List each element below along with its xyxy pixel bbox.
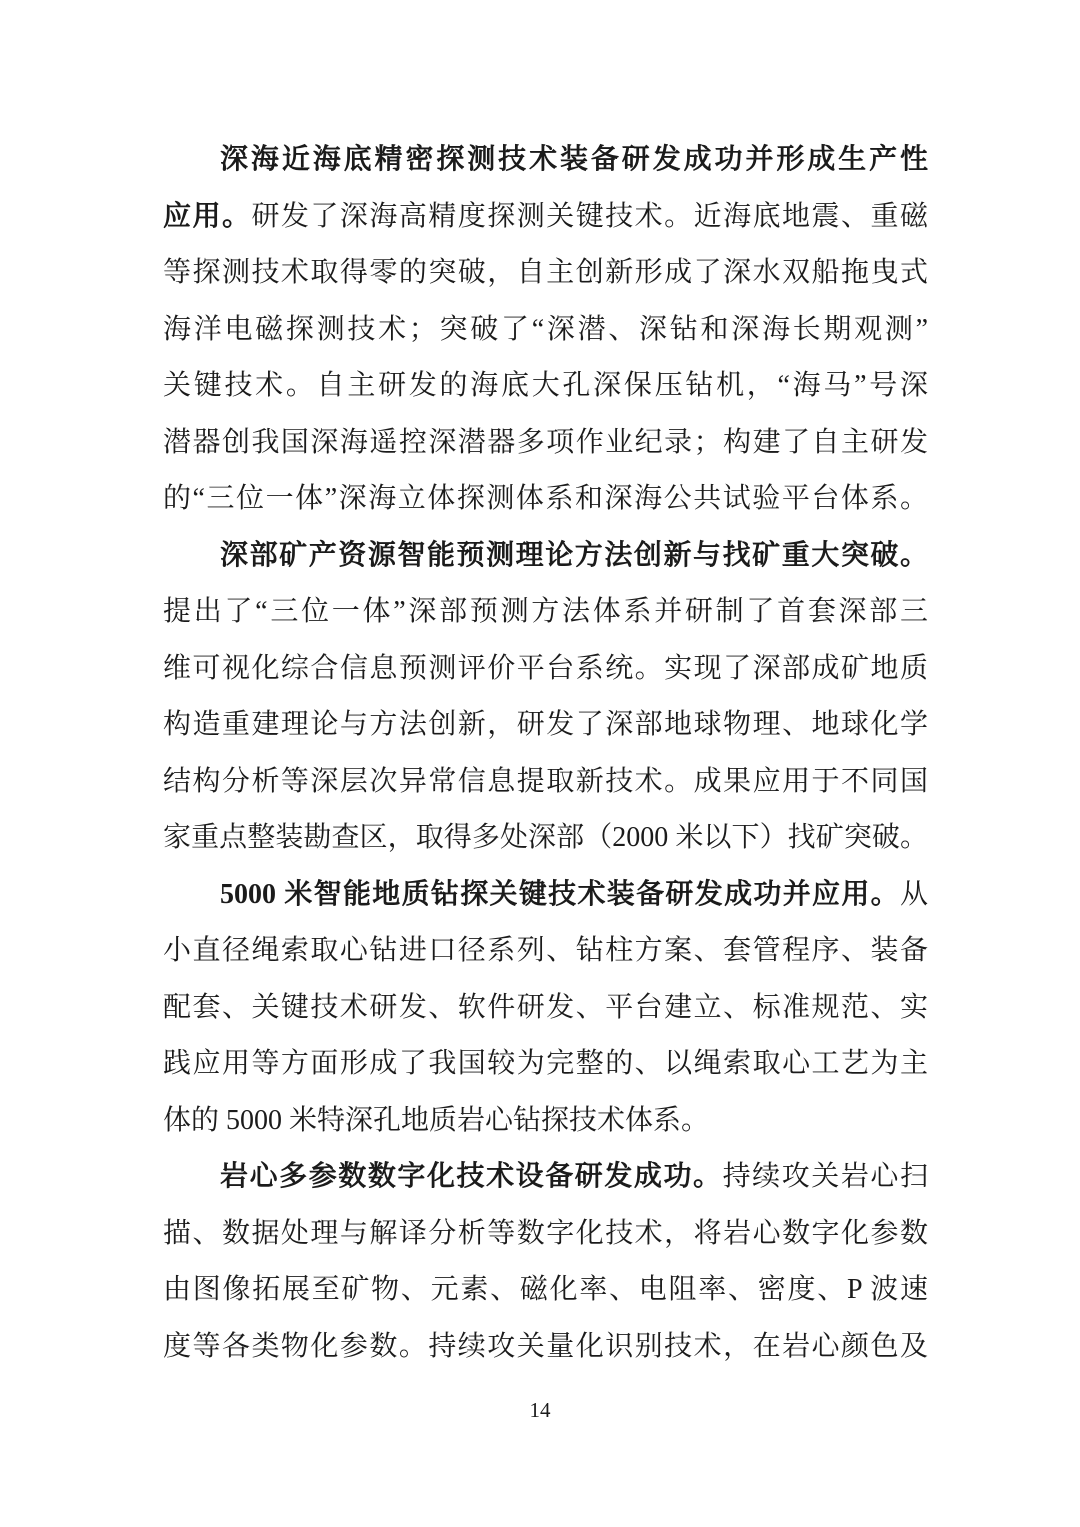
text-segment: 结构分析等深层次异常信息提取新技术。成果应用于不同国 xyxy=(163,765,928,797)
text-line xyxy=(163,867,928,924)
text-line xyxy=(163,471,928,528)
text-segment: 维可视化综合信息预测评价平台系统。实现了深部成矿地质 xyxy=(163,652,928,684)
bold-text-segment: 岩心多参数数字化技术设备研发成功。 xyxy=(220,1161,723,1192)
text-line xyxy=(163,415,928,472)
text-line xyxy=(163,584,928,641)
paragraph xyxy=(163,867,928,1150)
page-number: 14 xyxy=(529,1398,551,1422)
paragraph xyxy=(163,1149,928,1375)
text-segment: 等探测技术取得零的突破，自主创新形成了深水双船拖曳式 xyxy=(163,257,928,288)
text-segment: 提出了“三位一体”深部预测方法体系并研制了首套深部三 xyxy=(163,596,928,627)
text-segment: 描、数据处理与解译分析等数字化技术，将岩心数字化参数 xyxy=(163,1217,928,1249)
text-segment: 度等各类物化参数。持续攻关量化识别技术，在岩心颜色及 xyxy=(163,1330,928,1362)
text-line xyxy=(163,1319,928,1376)
text-line xyxy=(163,189,928,246)
text-segment: 配套、关键技术研发、软件研发、平台建立、标准规范、实 xyxy=(163,991,928,1023)
text-line xyxy=(163,810,928,867)
text-segment: 海洋电磁探测技术；突破了“深潜、深钻和深海长期观测” xyxy=(163,313,928,345)
text-segment: 持续攻关岩心扫 xyxy=(722,1161,928,1192)
text-segment: 的“三位一体”深海立体探测体系和深海公共试验平台体系。 xyxy=(163,483,928,514)
text-line xyxy=(163,1206,928,1263)
text-line xyxy=(163,641,928,698)
text-segment: 体的 5000 米特深孔地质岩心钻探技术体系。 xyxy=(163,1104,710,1136)
text-segment: 关键技术。自主研发的海底大孔深保压钻机，“海马”号深 xyxy=(163,370,928,401)
text-line xyxy=(163,1262,928,1319)
text-segment: 小直径绳索取心钻进口径系列、钻柱方案、套管程序、装备 xyxy=(163,935,928,966)
text-line xyxy=(163,980,928,1037)
text-segment: 家重点整装勘查区，取得多处深部（2000 米以下）找矿突破。 xyxy=(163,822,928,853)
text-line xyxy=(163,528,928,585)
paragraph xyxy=(163,132,928,528)
text-line xyxy=(163,923,928,980)
text-line xyxy=(163,1093,928,1150)
text-segment: 从 xyxy=(899,878,928,910)
text-segment: 构造重建理论与方法创新，研发了深部地球物理、地球化学 xyxy=(163,709,928,740)
document-body xyxy=(163,132,928,1375)
text-line xyxy=(163,245,928,302)
text-line xyxy=(163,302,928,359)
text-line xyxy=(163,132,928,189)
bold-text-segment: 深部矿产资源智能预测理论方法创新与找矿重大突破。 xyxy=(220,539,928,571)
bold-text-segment: 应用。 xyxy=(163,200,252,232)
text-line xyxy=(163,754,928,811)
text-segment: 践应用等方面形成了我国较为完整的、以绳索取心工艺为主 xyxy=(163,1048,928,1079)
text-line xyxy=(163,1149,928,1206)
bold-text-segment: 5000 米智能地质钻探关键技术装备研发成功并应用。 xyxy=(220,878,900,910)
text-segment: 由图像拓展至矿物、元素、磁化率、电阻率、密度、P 波速 xyxy=(163,1274,928,1305)
text-segment: 潜器创我国深海遥控深潜器多项作业纪录；构建了自主研发 xyxy=(163,426,928,458)
text-line xyxy=(163,697,928,754)
text-segment: 研发了深海高精度探测关键技术。近海底地震、重磁 xyxy=(251,200,928,232)
bold-text-segment: 深海近海底精密探测技术装备研发成功并形成生产性 xyxy=(220,144,928,175)
paragraph xyxy=(163,528,928,867)
text-line xyxy=(163,1036,928,1093)
text-line xyxy=(163,358,928,415)
